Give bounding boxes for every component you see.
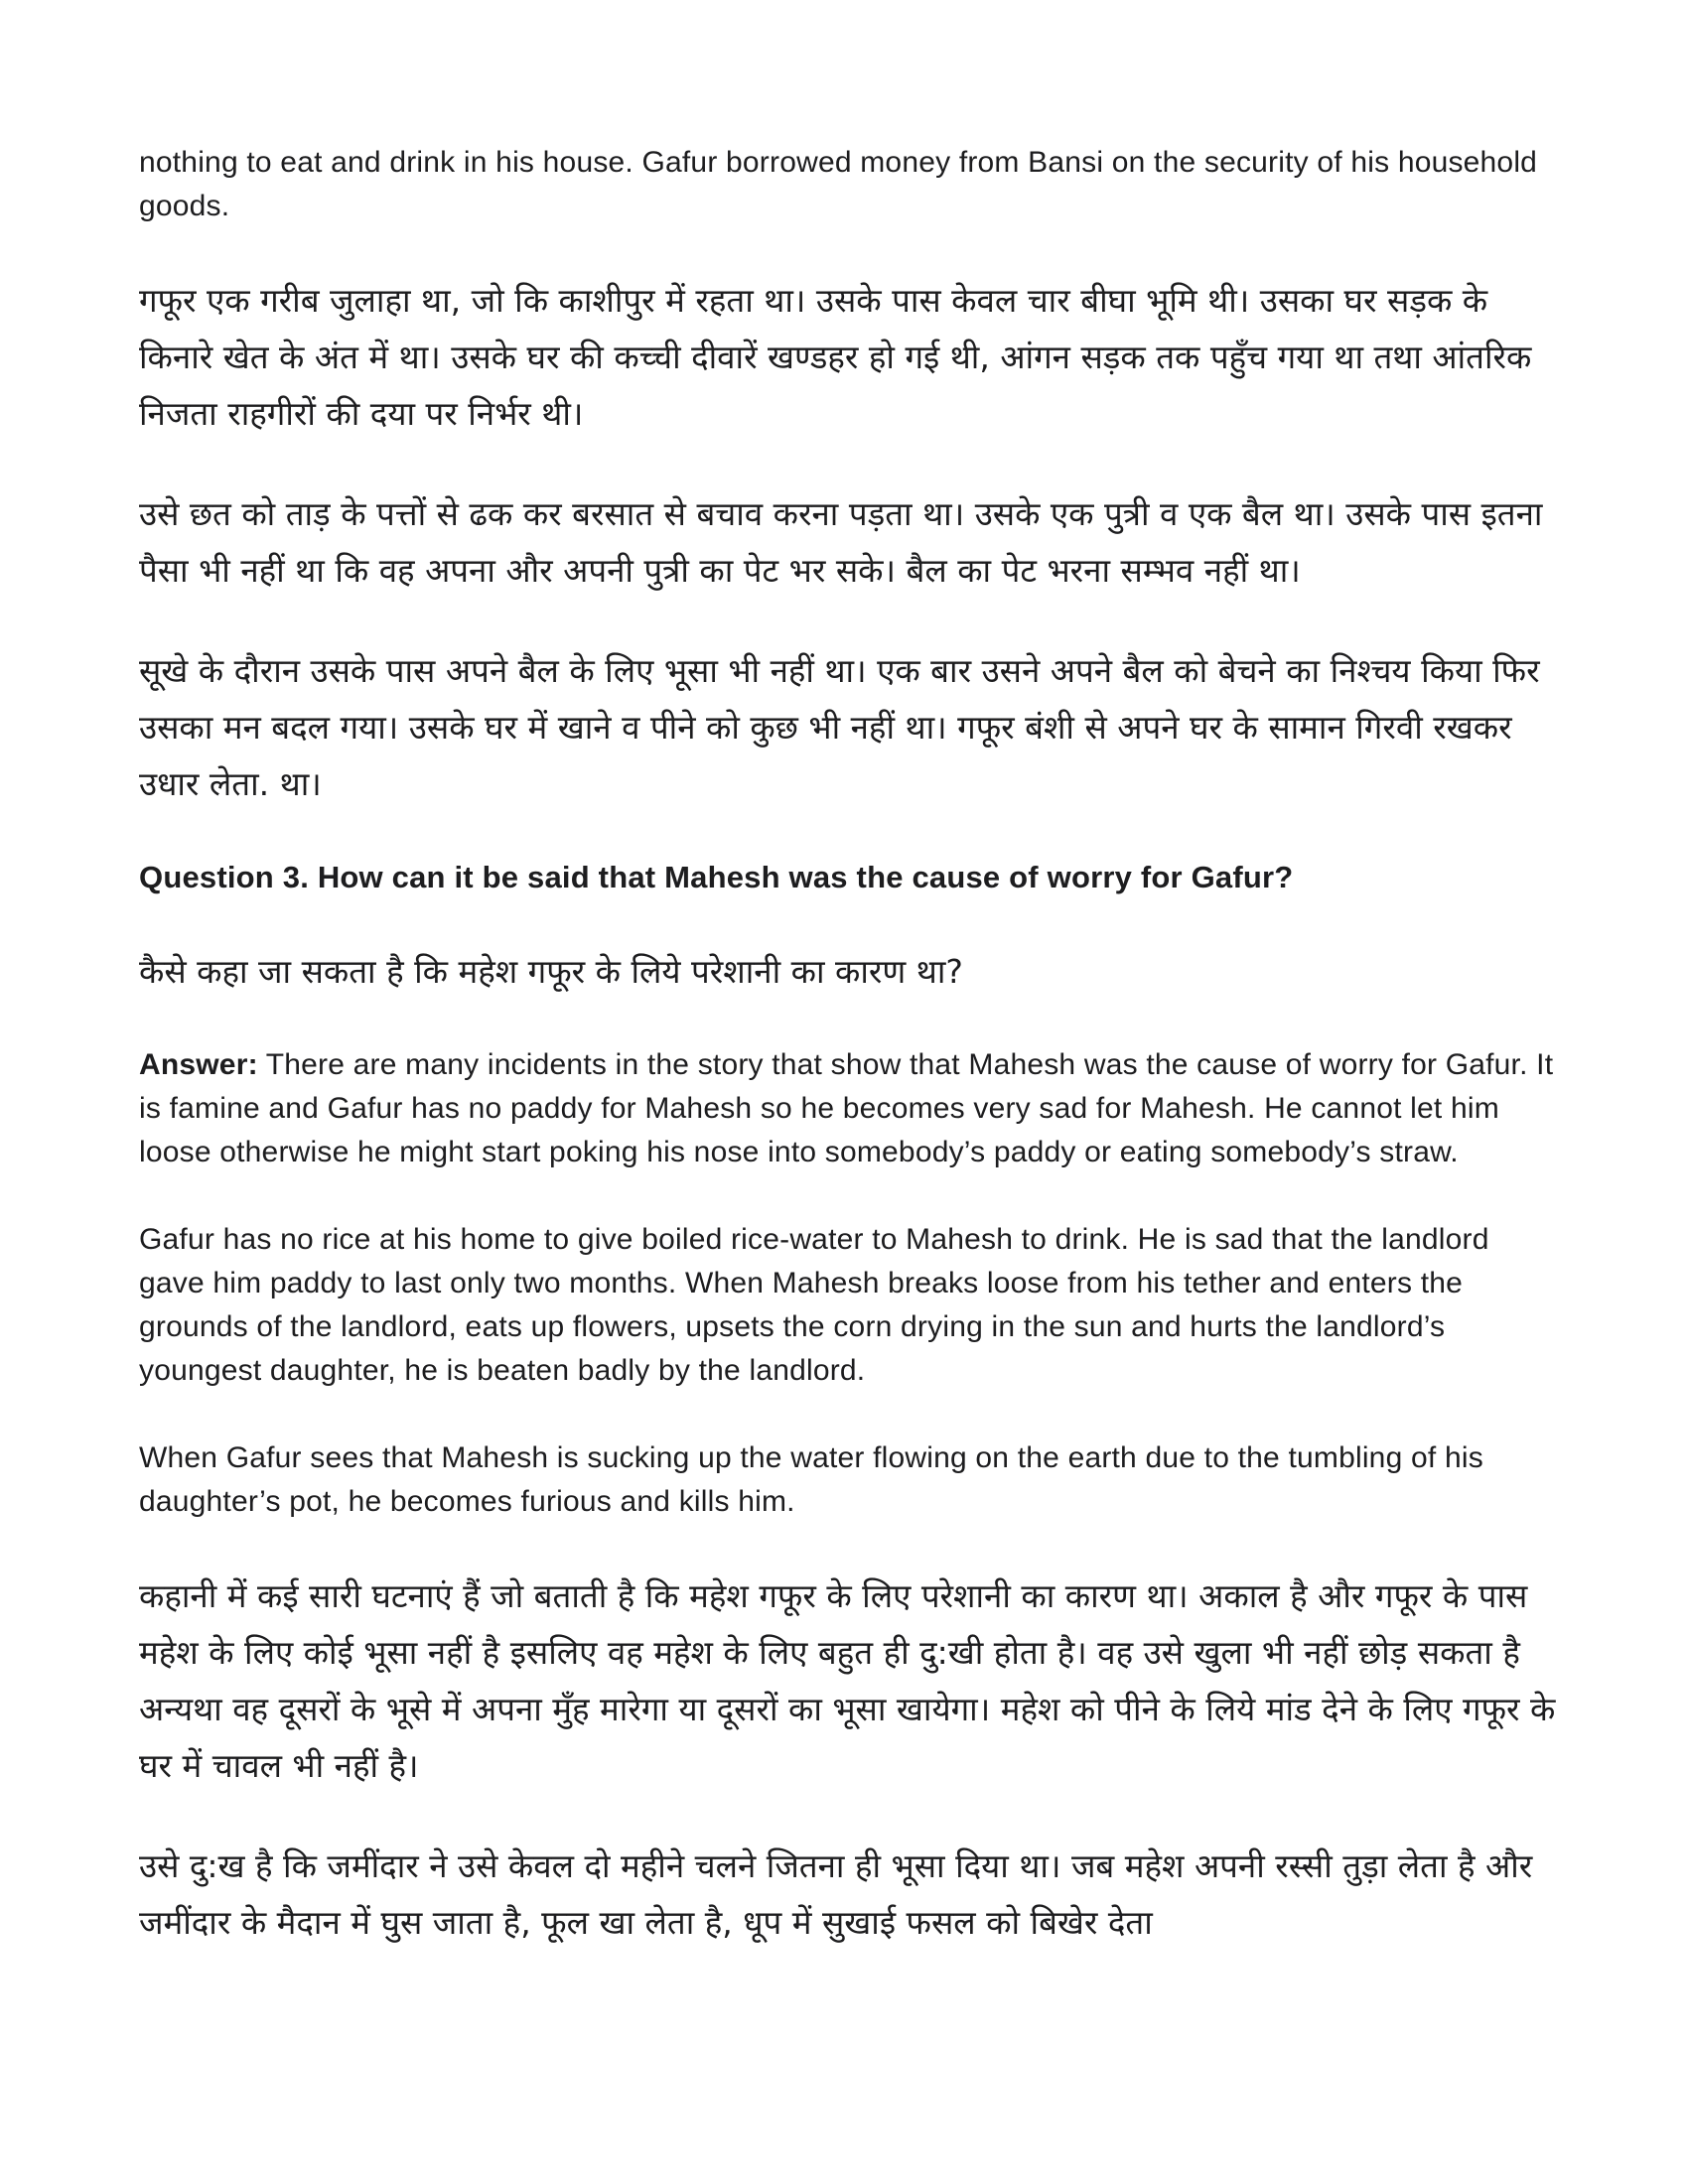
paragraph-hindi-roof-daughter-bull: उसे छत को ताड़ के पत्तों से ढक कर बरसात से बचाव करना पड़ता था। उसके एक पुत्री व एक बैल था। उसके पास इतना पैसा भी नहीं था कि वह अपना और अपनी पुत्री का पेट भर सके। बैल का पेट भरना सम्भव नहीं था। xyxy=(139,494,1543,590)
paragraph-hindi-incidents: कहानी में कई सारी घटनाएं हैं जो बताती है कि महेश गफूर के लिए परेशानी का कारण था। अकाल है और गफूर के पास महेश के लिए कोई भूसा नहीं है इसलिए वह महेश के लिए बहुत ही दु:खी होता है। वह उसे खुला भी नहीं छोड़ सकता है अन्यथा वह दूसरों के भूसे में अपना मुँह मारेगा या दूसरों का भूसा खायेगा। महेश को पीने के लिये मांड देने के लिए गफूर के घर में चावल भी नहीं है। xyxy=(139,1576,1556,1785)
answer-label: Answer: xyxy=(139,1048,258,1081)
paragraph-hindi-landlord-paddy: उसे दु:ख है कि जमींदार ने उसे केवल दो महीने चलने जितना ही भूसा दिया था। जब महेश अपनी रस्सी तुड़ा लेता है और जमींदार के मैदान में घुस जाता है, फूल खा लेता है, धूप में सुखाई फसल को बिखेर देता xyxy=(139,1846,1533,1942)
paragraph-english-continuation: nothing to eat and drink in his house. Gafur borrowed money from Bansi on the security of his household goods. xyxy=(139,146,1538,222)
paragraph-hindi-question: कैसे कहा जा सकता है कि महेश गफूर के लिये परेशानी का कारण था? xyxy=(139,952,963,991)
paragraph-english-no-rice: Gafur has no rice at his home to give boiled rice-water to Mahesh to drink. He is sad that the landlord gave him paddy to last only two months. When Mahesh breaks loose from his tether and enters the grounds of the landlord, eats up flowers, upsets the corn drying in the sun and hurts the landlord’s youngest daughter, he is beaten badly by the landlord. xyxy=(139,1223,1489,1387)
paragraph-hindi-drought: सूखे के दौरान उसके पास अपने बैल के लिए भूसा भी नहीं था। एक बार उसने अपने बैल को बेचने का निश्चय किया फिर उसका मन बदल गया। उसके घर में खाने व पीने को कुछ भी नहीं था। गफूर बंशी से अपने घर के सामान गिरवी रखकर उधार लेता. था। xyxy=(139,651,1540,803)
document-text-column xyxy=(139,141,1559,1994)
answer-text: There are many incidents in the story that show that Mahesh was the cause of worry for Gafur. It is famine and Gafur has no paddy for Mahesh so he becomes very sad for Mahesh. He cannot let him loose otherwise he might start poking his nose into somebody’s paddy or eating somebody’s straw. xyxy=(139,1048,1554,1168)
paragraph-english-kills-him: When Gafur sees that Mahesh is sucking up the water flowing on the earth due to the tumbling of his daughter’s pot, he becomes furious and kills him. xyxy=(139,1441,1483,1518)
question-heading: Question 3. How can it be said that Mahesh was the cause of worry for Gafur? xyxy=(139,860,1294,894)
paragraph-answer xyxy=(139,1043,1559,1174)
paragraph-hindi-gafur-intro: गफूर एक गरीब जुलाहा था, जो कि काशीपुर में रहता था। उसके पास केवल चार बीघा भूमि थी। उसका घर सड़क के किनारे खेत के अंत में था। उसके घर की कच्ची दीवारें खण्डहर हो गई थी, आंगन सड़क तक पहुँच गया था तथा आंतरिक निजता राहगीरों की दया पर निर्भर थी। xyxy=(139,281,1532,433)
